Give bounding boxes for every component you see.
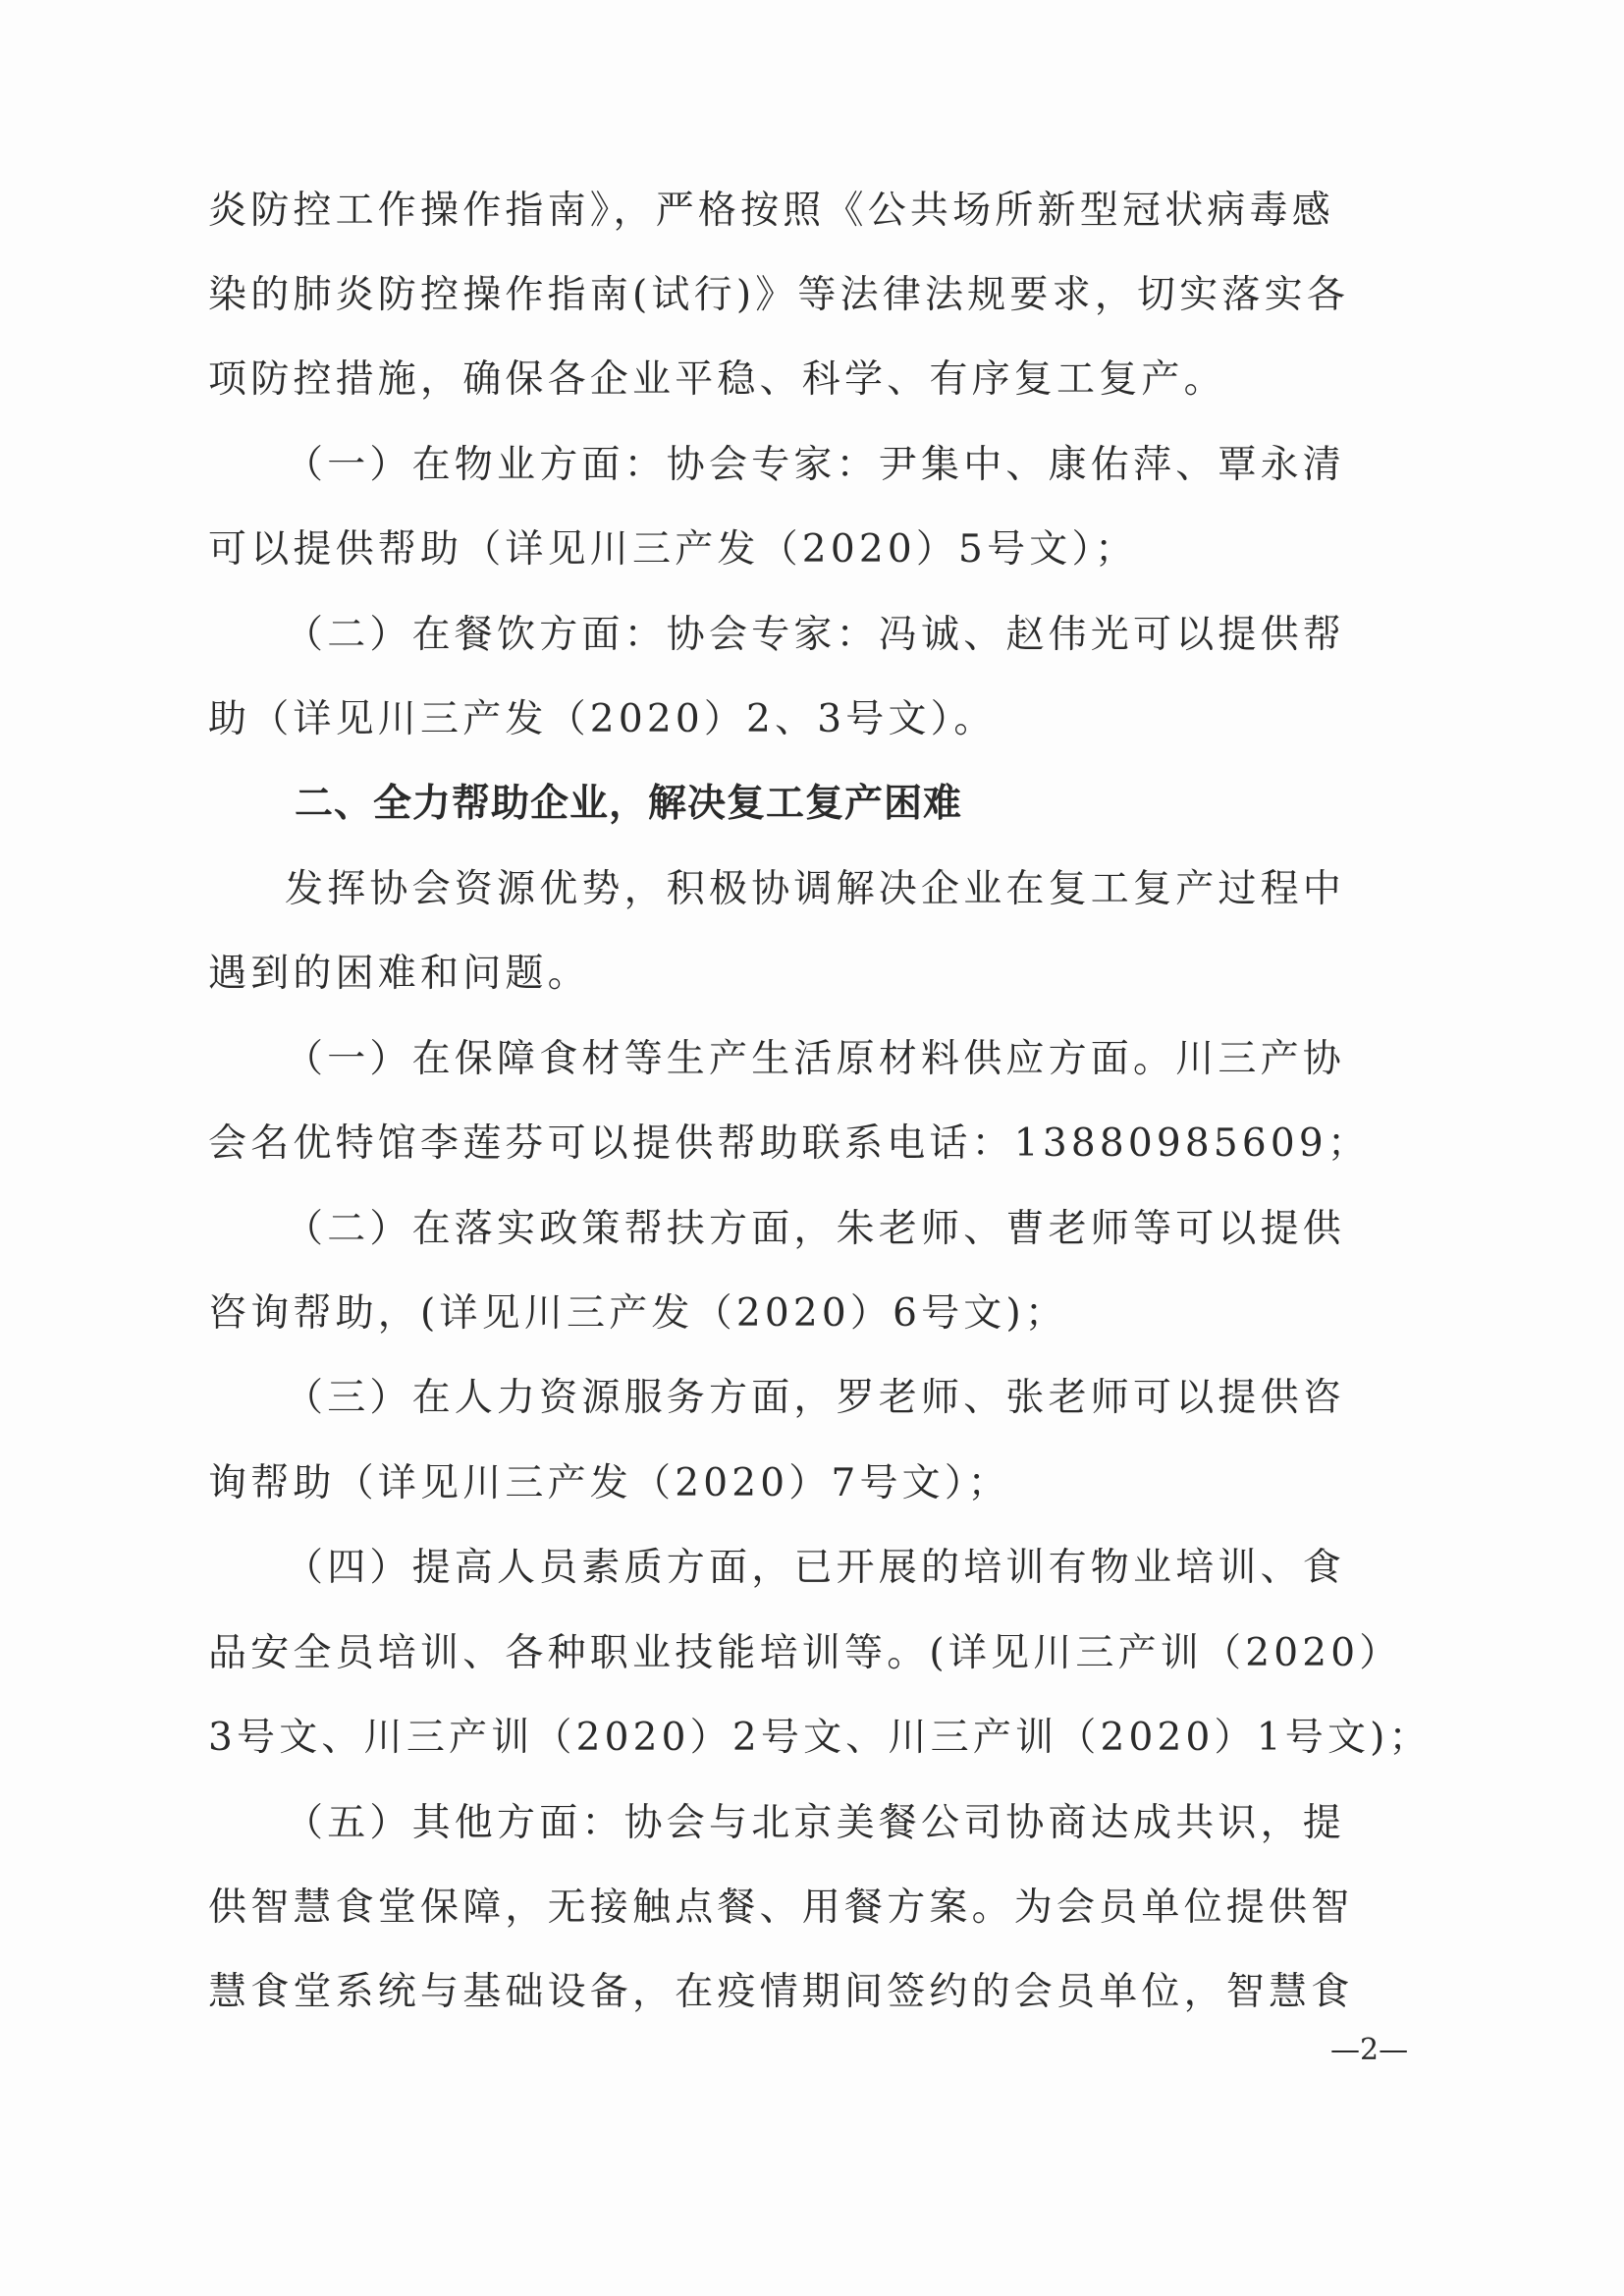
list-item-line: （一）在物业方面：协会专家：尹集中、康佑萍、覃永清 — [285, 443, 1346, 487]
body-line: 可以提供帮助（详见川三产发（2020）5号文）； — [208, 527, 1138, 572]
body-line: 项防控措施，确保各企业平稳、科学、有序复工复产。 — [208, 357, 1226, 402]
paragraph-line: 发挥协会资源优势，积极协调解决企业在复工复产过程中 — [285, 867, 1346, 911]
page-number: —2— — [1330, 2033, 1409, 2067]
body-line: 询帮助（详见川三产发（2020）7号文）； — [208, 1461, 1010, 1505]
list-item-line: （五）其他方面：协会与北京美餐公司协商达成共识，提 — [285, 1801, 1346, 1845]
body-line: 3号文、川三产训（2020）2号文、川三产训（2020）1号文)； — [208, 1716, 1432, 1760]
section-heading: 二、全力帮助企业，解决复工复产困难 — [295, 782, 963, 826]
body-line: 助（详见川三产发（2020）2、3号文）。 — [208, 697, 997, 741]
body-line: 染的肺炎防控操作指南(试行)》等法律法规要求，切实落实各 — [208, 273, 1350, 317]
body-line: 遇到的困难和问题。 — [208, 952, 590, 996]
list-item-line: （二）在落实政策帮扶方面，朱老师、曹老师等可以提供 — [285, 1207, 1346, 1251]
list-item-line: （三）在人力资源服务方面，罗老师、张老师可以提供咨 — [285, 1376, 1346, 1420]
list-item-line: （一）在保障食材等生产生活原材料供应方面。川三产协 — [285, 1037, 1346, 1081]
list-item-line: （二）在餐饮方面：协会专家：冯诚、赵伟光可以提供帮 — [285, 613, 1346, 657]
body-line: 供智慧食堂保障，无接触点餐、用餐方案。为会员单位提供智 — [208, 1886, 1354, 1930]
list-item-line: （四）提高人员素质方面，已开展的培训有物业培训、食 — [285, 1546, 1346, 1590]
body-line: 炎防控工作操作指南》，严格按照《公共场所新型冠状病毒感 — [208, 189, 1334, 233]
body-line: 慧食堂系统与基础设备，在疫情期间签约的会员单位，智慧食 — [208, 1970, 1354, 2014]
body-line: 会名优特馆李莲芬可以提供帮助联系电话：13880985609； — [208, 1121, 1371, 1166]
body-line: 咨询帮助，(详见川三产发（2020）6号文)； — [208, 1291, 1068, 1336]
body-line: 品安全员培训、各种职业技能培训等。(详见川三产训（2020） — [208, 1631, 1402, 1675]
